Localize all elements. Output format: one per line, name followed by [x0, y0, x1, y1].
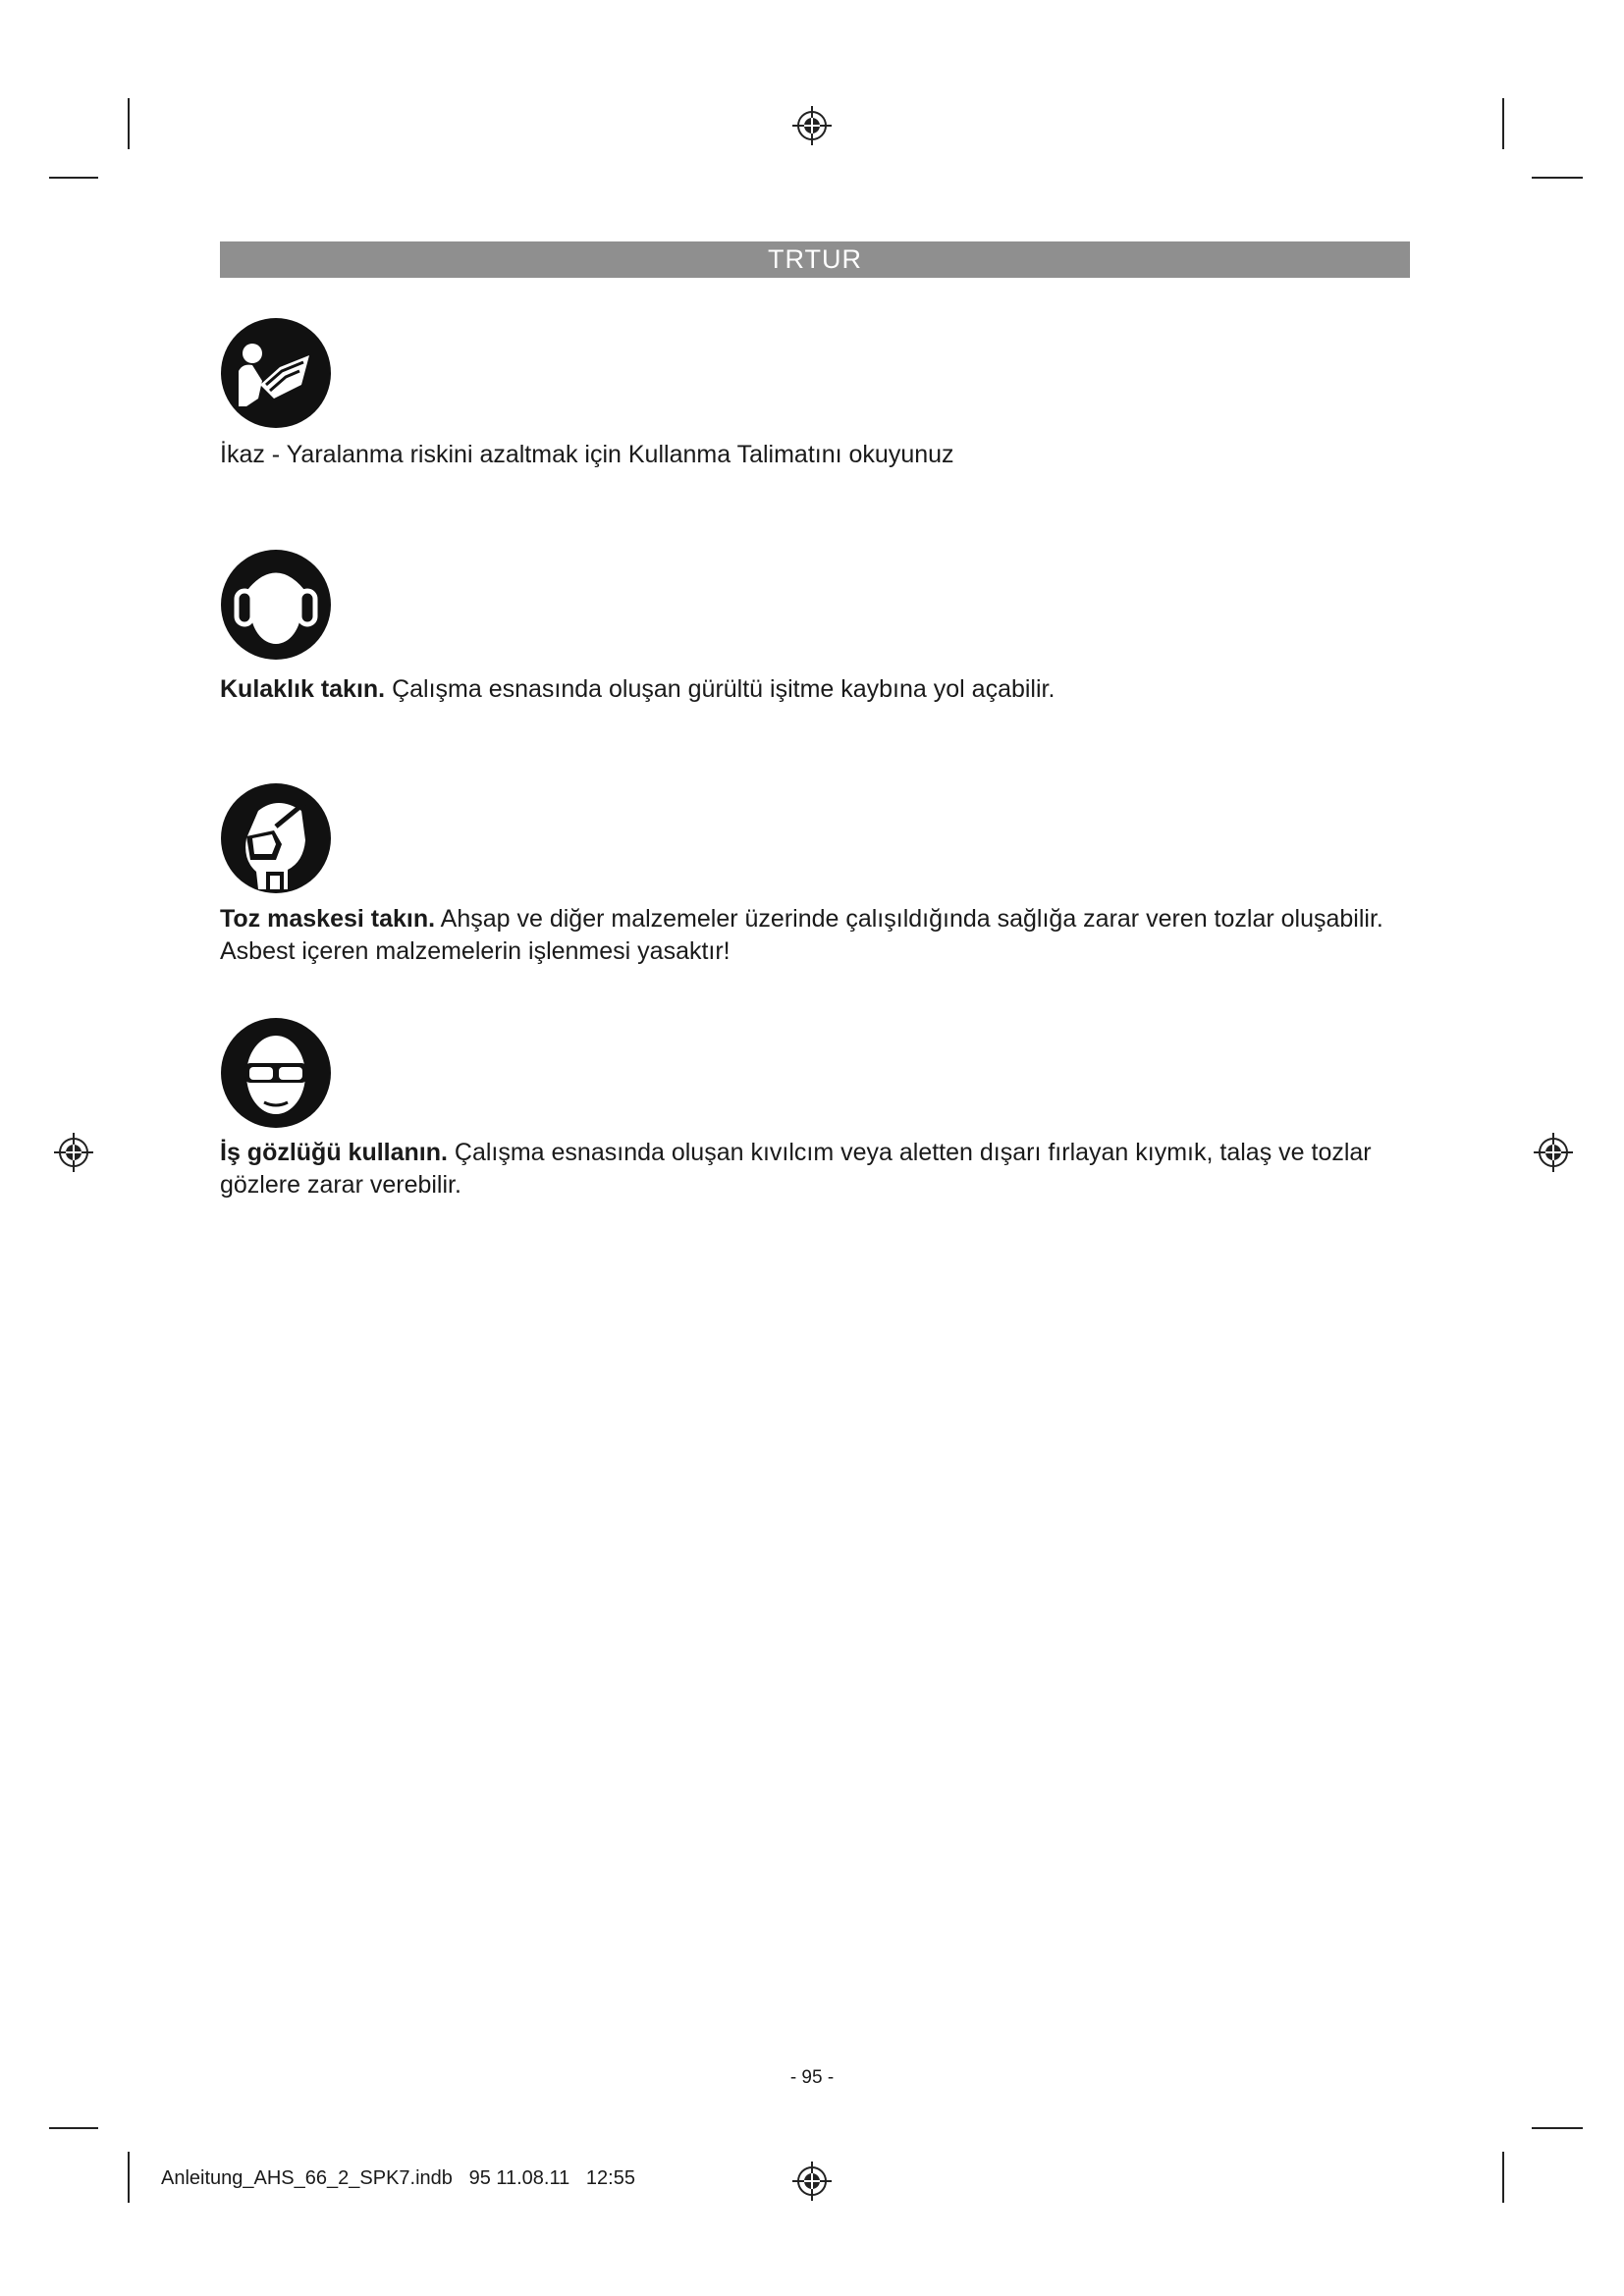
section-2-text: Çalışma esnasında oluşan gürültü işitme kaybına yol açabilir.: [385, 675, 1056, 703]
registration-mark-icon: [52, 1131, 95, 1174]
crop-mark-top-right-horizontal: [1532, 177, 1583, 179]
read-manual-warning-text: [220, 439, 1418, 471]
section-3-bold: Toz maskesi takın.: [220, 905, 436, 933]
crop-mark-top-left-vertical: [128, 98, 130, 149]
registration-mark-icon: [790, 104, 834, 147]
crop-mark-top-right-vertical: [1502, 98, 1504, 149]
section-2-bold: Kulaklık takın.: [220, 675, 386, 703]
registration-mark-icon: [1532, 1131, 1575, 1174]
language-header-bar: [220, 241, 1410, 278]
section-4-bold: İş gözlüğü kullanın.: [220, 1139, 448, 1166]
language-code: TRTUR: [768, 244, 862, 274]
crop-mark-top-left-horizontal: [49, 177, 98, 179]
safety-goggles-icon: [219, 1016, 333, 1130]
print-file-info: Anleitung_AHS_66_2_SPK7.indb 95 11.08.11 12:55: [161, 2167, 635, 2189]
section-1-text: İkaz - Yaralanma riskini azaltmak için Kullanma Talimatını okuyunuz: [220, 441, 954, 468]
crop-mark-bottom-right-vertical: [1502, 2152, 1504, 2203]
section-3-text: Ahşap ve diğer malzemeler üzerinde çalışıldığında sağlığa zarar veren tozlar oluşabilir. Asbest içeren malzemelerin işlenmesi yasaktır!: [220, 905, 1383, 965]
dust-mask-text: [220, 903, 1418, 968]
ear-protection-icon: [219, 548, 333, 662]
crop-mark-bottom-left-horizontal: [49, 2127, 98, 2129]
dust-mask-icon: [219, 781, 333, 895]
registration-mark-icon: [790, 2160, 834, 2203]
safety-goggles-text: [220, 1137, 1418, 1201]
crop-mark-bottom-left-vertical: [128, 2152, 130, 2203]
crop-mark-bottom-right-horizontal: [1532, 2127, 1583, 2129]
page-number: - 95 -: [789, 2067, 835, 2088]
section-4-text: Çalışma esnasında oluşan kıvılcım veya aletten dışarı fırlayan kıymık, talaş ve tozlar gözlere zarar verebilir.: [220, 1139, 1372, 1199]
read-manual-icon: [219, 316, 333, 430]
ear-protection-text: [220, 673, 1418, 706]
